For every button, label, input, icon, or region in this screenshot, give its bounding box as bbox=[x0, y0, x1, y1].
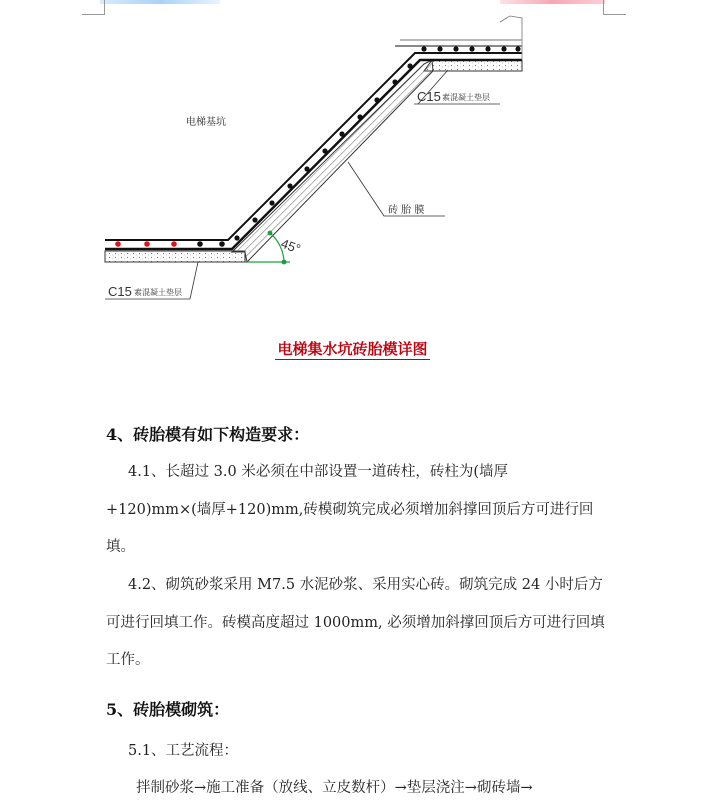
slab-top-line bbox=[105, 53, 522, 240]
section-4-paragraph-2: 4.2、砌筑砂浆采用 M7.5 水泥砂浆、采用实心砖。砌筑完成 24 小时后方可进行回填工作。砖模高度超过 1000mm, 必须增加斜撑回顶后方可进行回填工作。 bbox=[106, 577, 605, 668]
section-4-paragraph-1: 4.1、长超过 3.0 米必须在中部设置一道砖柱，砖柱为(墙厚+120)mm×(墙厚+120)mm,砖模砌筑完成必须增加斜撑回顶后方可进行回填。 bbox=[106, 464, 594, 555]
brick-mold-detail-drawing bbox=[0, 0, 705, 330]
top-c15-cushion bbox=[424, 60, 522, 71]
c15-top-sublabel: 素混凝土垫层 bbox=[442, 93, 490, 102]
figure-caption: 电梯集水坑砖胎模详图 bbox=[277, 340, 428, 358]
brick-mold-band bbox=[232, 60, 433, 262]
section-5-heading: 5、砖胎模砌筑： bbox=[106, 700, 230, 719]
section-5-1-subheading: 5.1、工艺流程： bbox=[128, 743, 239, 759]
brick-mold-label: 砖 胎 膜 bbox=[388, 205, 425, 216]
rebar-dots-red bbox=[115, 241, 225, 247]
process-flow-text: 拌制砂浆→施工准备（放线、立皮数杆）→垫层浇注→砌砖墙→ bbox=[136, 780, 533, 796]
c15-bottom-sublabel: 素混凝土垫层 bbox=[134, 288, 182, 297]
bottom-c15-cushion bbox=[105, 251, 245, 262]
c15-bottom-label: C15 bbox=[108, 284, 132, 299]
rebar-dots-slope bbox=[234, 63, 412, 240]
rebar-dots-top bbox=[421, 46, 520, 51]
pit-label: 电梯基坑 bbox=[186, 117, 226, 128]
angle-label: 45° bbox=[278, 235, 303, 257]
section-4-heading: 4、砖胎模有如下构造要求： bbox=[106, 425, 310, 444]
c15-top-label: C15 bbox=[417, 89, 441, 104]
